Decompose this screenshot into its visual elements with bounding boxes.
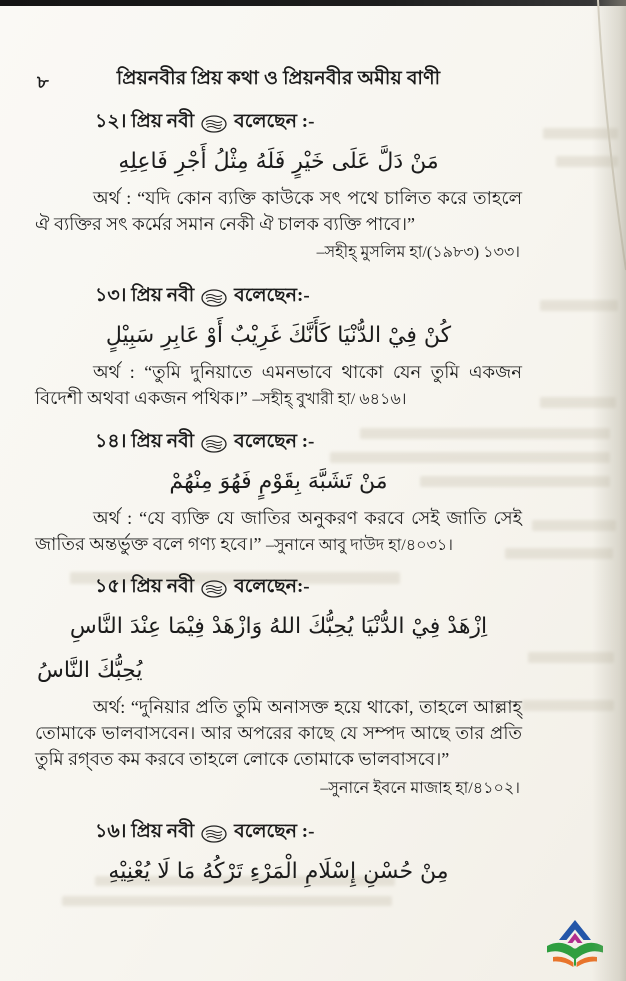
saw-calligraphy-icon	[201, 580, 227, 598]
page-title: প্রিয়নবীর প্রিয় কথা ও প্রিয়নবীর অমীয় বাণী	[116, 68, 441, 89]
saw-calligraphy-icon	[201, 289, 227, 307]
heading-text-before: ১৫। প্রিয় নবী	[95, 576, 195, 598]
bleed-through-artifact	[62, 896, 392, 906]
source-citation: –সহীহ্ মুসলিম হা/(১৯৮৩) ১৩৩।	[316, 244, 520, 262]
heading-text-after: বলেছেন :-	[234, 820, 315, 842]
text-column	[35, 62, 522, 894]
translation-body: অর্থ : “তুমি দুনিয়াতে এমনভাবে থাকো যেন তুমি একজন বিদেশী অথবা একজন পথিক।”	[35, 362, 522, 409]
page-number: ৮	[37, 72, 49, 92]
source-citation: –সুনানে আবু দাউদ হা/৪০৩১।	[265, 536, 453, 554]
heading-text-before: ১৪। প্রিয় নবী	[95, 430, 195, 452]
arabic-text: اِزْهَدْ فِيْ الدُّنْيَا يُحِبُّكَ اللهُ وَازْهَدْ فِيْمَا عِنْدَ النَّاسِ	[69, 614, 488, 640]
source-citation: –সুনানে ইবনে মাজাহ হা/৪১০২।	[320, 779, 520, 797]
bleed-through-artifact	[528, 652, 614, 663]
saw-calligraphy-icon	[201, 115, 227, 133]
bleed-through-artifact	[540, 300, 618, 311]
hadith-section-15	[35, 572, 522, 801]
arabic-text-continued: يُحِبُّكَ النَّاسُ	[37, 657, 143, 683]
hadith-heading	[95, 107, 522, 139]
hadith-section-16	[35, 817, 522, 893]
arabic-text: مَنْ دَلَّ عَلَى خَيْرٍ فَلَهُ مِثْلُ أَجْرِ فَاعِلِهِ	[118, 149, 439, 174]
translation-text	[35, 505, 522, 558]
saw-calligraphy-icon	[201, 825, 227, 843]
hadith-section-12	[35, 107, 522, 266]
page-edge-shadow	[592, 0, 626, 981]
bleed-through-artifact	[532, 520, 616, 531]
translation-body: অর্থ : “যে ব্যক্তি যে জাতির অনুকরণ করবে সেই জাতি সেই জাতির অন্তর্ভুক্ত বলে গণ্য হবে।”	[35, 507, 522, 554]
hadith-heading	[95, 817, 522, 849]
translation-text: অর্থ : “যদি কোন ব্যক্তি কাউকে সৎ পথে চালিত করে তাহলে ঐ ব্যক্তির সৎ কর্মের সমান নেকী ঐ চালক ব্যক্তি পাবে।”	[35, 187, 522, 235]
heading-text-after: বলেছেন :-	[234, 430, 315, 452]
source-citation: –সহীহ্ বুখারী হা/ ৬৪১৬।	[252, 391, 407, 409]
heading-text-after: বলেছেন:-	[234, 576, 310, 598]
heading-text-before: ১৩। প্রিয় নবী	[95, 285, 195, 307]
bleed-through-artifact	[522, 700, 614, 711]
hadith-heading	[95, 281, 522, 313]
hadith-section-13	[35, 281, 522, 411]
heading-text-before: ১২। প্রিয় নবী	[95, 111, 195, 132]
translation-text: অর্থ: “দুনিয়ার প্রতি তুমি অনাসক্ত হয়ে থাকো, তাহলে আল্লাহ্ তোমাকে ভালবাসবেন। আর অপরের কাছে যে সম্পদ আছে তার প্রতি তুমি রগ্‌বত কম করবে তাহলে লোকে তোমাকে ভালবাসবে।”	[35, 696, 522, 770]
hadith-heading	[95, 427, 522, 459]
arabic-text: مِنْ حُسْنِ إِسْلَامِ الْمَرْءِ تَرْكُهُ مَا لَا يُعْنِيْهِ	[108, 858, 449, 884]
hadith-section-14	[35, 427, 522, 557]
bleed-through-artifact	[556, 156, 618, 167]
arabic-text: مَنْ تَشَبَّهَ بِقَوْمٍ فَهُوَ مِنْهُمْ	[169, 468, 388, 494]
scan-top-edge	[0, 0, 626, 6]
heading-text-after: বলেছেন:-	[234, 285, 310, 307]
open-book-arrow-icon	[544, 917, 606, 975]
heading-text-before: ১৬। প্রিয় নবী	[95, 820, 195, 842]
heading-text-after: বলেছেন :-	[234, 111, 315, 132]
page-header	[35, 62, 522, 92]
bleed-through-artifact	[543, 128, 618, 139]
page-crease	[586, 0, 626, 320]
arabic-text: كُنْ فِيْ الدُّنْيَا كَأَنَّكَ غَرِيْبٌ أَوْ عَابِرِ سَبِيْلٍ	[105, 323, 452, 349]
saw-calligraphy-icon	[201, 435, 227, 453]
publisher-logo	[544, 917, 606, 975]
hadith-heading	[95, 572, 522, 604]
translation-text	[35, 359, 522, 412]
bleed-through-artifact	[540, 397, 616, 408]
